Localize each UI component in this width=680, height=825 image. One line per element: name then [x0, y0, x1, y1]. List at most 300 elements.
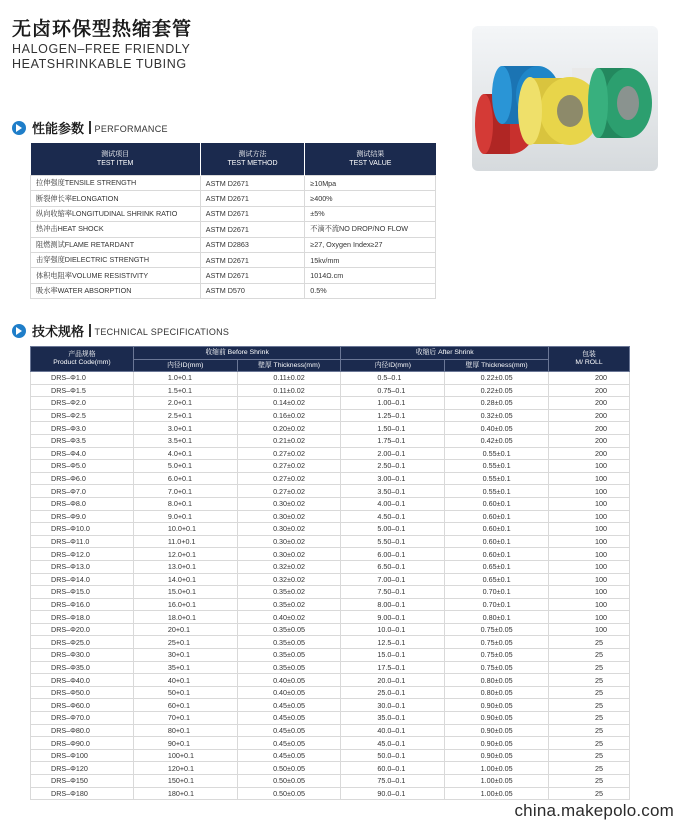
- table-cell: 2.50–0.1: [341, 460, 445, 473]
- table-cell: DRS–Φ70.0: [31, 712, 134, 725]
- performance-title-cn: 性能参数: [32, 122, 85, 137]
- header-cn: 产品规格: [68, 351, 96, 358]
- table-cell: 0.45±0.05: [237, 712, 341, 725]
- table-cell: 100: [549, 523, 630, 536]
- table-cell: 0.22±0.05: [445, 384, 549, 397]
- table-cell: 35.0–0.1: [341, 712, 445, 725]
- header-product-code: [31, 347, 134, 372]
- table-cell: 4.0+0.1: [133, 447, 237, 460]
- table-cell: 0.80±0.1: [445, 611, 549, 624]
- table-cell: 180+0.1: [133, 787, 237, 800]
- table-cell: 0.11±0.02: [237, 372, 341, 385]
- table-row: [31, 472, 630, 485]
- table-cell: 13.0+0.1: [133, 560, 237, 573]
- table-cell: 0.55±0.1: [445, 447, 549, 460]
- table-cell: 8.00–0.1: [341, 598, 445, 611]
- table-cell: DRS–Φ14.0: [31, 573, 134, 586]
- table-cell: 5.0+0.1: [133, 460, 237, 473]
- table-row: [31, 206, 436, 221]
- table-cell: 2.5+0.1: [133, 409, 237, 422]
- table-row: [31, 372, 630, 385]
- performance-title-en: PERFORMANCE: [94, 123, 168, 134]
- table-cell: 4.50–0.1: [341, 510, 445, 523]
- table-cell: 100: [549, 472, 630, 485]
- table-row: [31, 749, 630, 762]
- table-cell: 15kv/mm: [305, 252, 436, 267]
- table-cell: 1.50–0.1: [341, 422, 445, 435]
- performance-heading: [12, 118, 168, 137]
- table-cell: 60.0–0.1: [341, 762, 445, 775]
- table-row: [31, 252, 436, 267]
- performance-header-row: [31, 143, 436, 176]
- table-cell: 1.0+0.1: [133, 372, 237, 385]
- table-cell: ≥10Mpa: [305, 176, 436, 191]
- table-cell: 1.00±0.05: [445, 775, 549, 788]
- table-cell: 100: [549, 598, 630, 611]
- table-cell: 5.50–0.1: [341, 535, 445, 548]
- table-cell: 0.40±0.05: [237, 674, 341, 687]
- table-cell: 10.0+0.1: [133, 523, 237, 536]
- header-after-shrink: 收缩后 After Shrink: [341, 347, 549, 360]
- table-cell: 200: [549, 397, 630, 410]
- table-cell: DRS–Φ18.0: [31, 611, 134, 624]
- table-cell: 0.60±0.1: [445, 523, 549, 536]
- header-cn: 测试方法: [238, 151, 267, 158]
- table-cell: 0.5–0.1: [341, 372, 445, 385]
- table-cell: 7.0+0.1: [133, 485, 237, 498]
- title-en-line1: HALOGEN–FREE FRIENDLY: [12, 42, 191, 56]
- table-cell: 25: [549, 686, 630, 699]
- table-cell: 0.28±0.05: [445, 397, 549, 410]
- table-cell: 1014Ω.cm: [305, 268, 436, 283]
- table-cell: 200: [549, 409, 630, 422]
- table-cell: 0.80±0.05: [445, 686, 549, 699]
- header-en: TEST METHOD: [227, 160, 278, 167]
- table-row: [31, 409, 630, 422]
- table-cell: 不滴不流NO DROP/NO FLOW: [305, 222, 436, 237]
- subheader-before-id: 内径ID(mm): [133, 360, 237, 372]
- watermark: china.makepolo.com: [514, 801, 674, 820]
- table-cell: DRS–Φ3.5: [31, 434, 134, 447]
- table-cell: ±5%: [305, 206, 436, 221]
- header-en: Product Code(mm): [53, 359, 111, 366]
- table-cell: ASTM D2671: [200, 206, 304, 221]
- table-row: [31, 548, 630, 561]
- table-cell: DRS–Φ9.0: [31, 510, 134, 523]
- table-cell: 0.27±0.02: [237, 460, 341, 473]
- header-cn: 包装: [582, 351, 596, 358]
- table-cell: 0.35±0.02: [237, 598, 341, 611]
- table-row: [31, 661, 630, 674]
- page-title-cn: 无卤环保型热缩套管: [12, 18, 193, 40]
- table-cell: 0.75±0.05: [445, 661, 549, 674]
- table-cell: ASTM D2671: [200, 176, 304, 191]
- table-cell: 3.00–0.1: [341, 472, 445, 485]
- arrow-bullet-icon: [12, 324, 26, 338]
- table-cell: DRS–Φ1.0: [31, 372, 134, 385]
- table-row: [31, 712, 630, 725]
- table-cell: 0.60±0.1: [445, 548, 549, 561]
- header-en: TEST ITEM: [96, 160, 134, 167]
- table-row: [31, 787, 630, 800]
- table-cell: DRS–Φ7.0: [31, 485, 134, 498]
- header-test-item: [31, 143, 201, 176]
- table-cell: 0.14±0.02: [237, 397, 341, 410]
- table-cell: 0.35±0.05: [237, 623, 341, 636]
- table-cell: 90.0–0.1: [341, 787, 445, 800]
- table-cell: 0.60±0.1: [445, 497, 549, 510]
- table-cell: 35+0.1: [133, 661, 237, 674]
- table-cell: 100: [549, 560, 630, 573]
- table-cell: DRS–Φ6.0: [31, 472, 134, 485]
- table-cell: 6.00–0.1: [341, 548, 445, 561]
- table-cell: ASTM D2863: [200, 237, 304, 252]
- table-cell: 4.00–0.1: [341, 497, 445, 510]
- table-row: [31, 623, 630, 636]
- table-cell: 25: [549, 787, 630, 800]
- table-cell: 0.70±0.1: [445, 598, 549, 611]
- performance-table: [30, 143, 436, 299]
- subheader-before-thickness: 壁厚 Thickness(mm): [237, 360, 341, 372]
- table-cell: 30.0–0.1: [341, 699, 445, 712]
- table-cell: 体积电阻率VOLUME RESISTIVITY: [31, 268, 201, 283]
- table-cell: 100: [549, 573, 630, 586]
- table-cell: DRS–Φ1.5: [31, 384, 134, 397]
- table-cell: 100: [549, 623, 630, 636]
- table-cell: 100: [549, 548, 630, 561]
- table-cell: 1.75–0.1: [341, 434, 445, 447]
- table-row: [31, 636, 630, 649]
- table-cell: 90+0.1: [133, 737, 237, 750]
- table-cell: 0.50±0.05: [237, 787, 341, 800]
- table-cell: 200: [549, 422, 630, 435]
- header-before-shrink: 收缩前 Before Shrink: [133, 347, 341, 360]
- table-cell: 0.30±0.02: [237, 510, 341, 523]
- table-row: [31, 611, 630, 624]
- table-cell: 0.50±0.05: [237, 775, 341, 788]
- table-cell: 热冲击HEAT SHOCK: [31, 222, 201, 237]
- specifications-heading: [12, 321, 229, 340]
- table-cell: 0.21±0.02: [237, 434, 341, 447]
- specifications-title-en: TECHNICAL SPECIFICATIONS: [94, 326, 230, 337]
- table-row: [31, 497, 630, 510]
- table-cell: 0.32±0.05: [445, 409, 549, 422]
- table-cell: 30+0.1: [133, 649, 237, 662]
- table-row: [31, 176, 436, 191]
- table-cell: 12.0+0.1: [133, 548, 237, 561]
- table-cell: 0.75±0.05: [445, 649, 549, 662]
- product-photo: [472, 26, 658, 171]
- table-cell: 200: [549, 372, 630, 385]
- table-cell: 纵向收缩率LONGITUDINAL SHRINK RATIO: [31, 206, 201, 221]
- table-cell: DRS–Φ3.0: [31, 422, 134, 435]
- header-packing: [549, 347, 630, 372]
- table-cell: 15.0–0.1: [341, 649, 445, 662]
- table-cell: 2.00–0.1: [341, 447, 445, 460]
- table-cell: 0.32±0.02: [237, 560, 341, 573]
- table-cell: 0.27±0.02: [237, 485, 341, 498]
- table-cell: DRS–Φ2.0: [31, 397, 134, 410]
- table-cell: 16.0+0.1: [133, 598, 237, 611]
- table-cell: DRS–Φ60.0: [31, 699, 134, 712]
- table-row: [31, 649, 630, 662]
- table-cell: 0.35±0.05: [237, 661, 341, 674]
- table-cell: 5.00–0.1: [341, 523, 445, 536]
- table-cell: 0.40±0.05: [237, 686, 341, 699]
- table-cell: 6.50–0.1: [341, 560, 445, 573]
- table-row: [31, 573, 630, 586]
- table-cell: 10.0–0.1: [341, 623, 445, 636]
- table-cell: 9.0+0.1: [133, 510, 237, 523]
- table-cell: 0.65±0.1: [445, 560, 549, 573]
- table-cell: 0.20±0.02: [237, 422, 341, 435]
- table-cell: 70+0.1: [133, 712, 237, 725]
- table-cell: DRS–Φ100: [31, 749, 134, 762]
- table-cell: 0.27±0.02: [237, 447, 341, 460]
- table-cell: 0.40±0.05: [445, 422, 549, 435]
- subheader-after-thickness: 壁厚 Thickness(mm): [445, 360, 549, 372]
- table-cell: 75.0–0.1: [341, 775, 445, 788]
- table-cell: ASTM D2671: [200, 268, 304, 283]
- table-row: [31, 510, 630, 523]
- table-cell: 25: [549, 749, 630, 762]
- table-cell: DRS–Φ13.0: [31, 560, 134, 573]
- table-cell: DRS–Φ8.0: [31, 497, 134, 510]
- arrow-bullet-icon: [12, 121, 26, 135]
- table-row: [31, 268, 436, 283]
- table-cell: 0.90±0.05: [445, 712, 549, 725]
- table-cell: 0.45±0.05: [237, 699, 341, 712]
- table-cell: DRS–Φ35.0: [31, 661, 134, 674]
- table-cell: 1.00–0.1: [341, 397, 445, 410]
- divider: [89, 121, 91, 134]
- table-cell: 断裂伸长率ELONGATION: [31, 191, 201, 206]
- table-cell: 3.5+0.1: [133, 434, 237, 447]
- table-cell: 25: [549, 775, 630, 788]
- header-cn: 测试结果: [356, 151, 385, 158]
- table-cell: 3.50–0.1: [341, 485, 445, 498]
- table-cell: 0.45±0.05: [237, 737, 341, 750]
- specifications-table: [30, 346, 630, 800]
- table-cell: 25: [549, 674, 630, 687]
- header-test-method: [200, 143, 304, 176]
- table-cell: 25: [549, 724, 630, 737]
- table-cell: 25: [549, 712, 630, 725]
- header-cn: 测试项目: [101, 151, 130, 158]
- table-cell: 7.50–0.1: [341, 586, 445, 599]
- table-cell: 200: [549, 447, 630, 460]
- table-cell: 20+0.1: [133, 623, 237, 636]
- table-cell: 0.45±0.05: [237, 724, 341, 737]
- table-cell: 25: [549, 636, 630, 649]
- table-cell: 100: [549, 485, 630, 498]
- table-row: [31, 775, 630, 788]
- table-cell: 0.70±0.1: [445, 586, 549, 599]
- table-row: [31, 724, 630, 737]
- table-row: [31, 397, 630, 410]
- table-cell: DRS–Φ4.0: [31, 447, 134, 460]
- table-cell: 0.30±0.02: [237, 548, 341, 561]
- table-cell: 0.5%: [305, 283, 436, 298]
- table-cell: DRS–Φ150: [31, 775, 134, 788]
- table-cell: 40.0–0.1: [341, 724, 445, 737]
- table-cell: 45.0–0.1: [341, 737, 445, 750]
- table-cell: DRS–Φ80.0: [31, 724, 134, 737]
- table-cell: DRS–Φ16.0: [31, 598, 134, 611]
- table-cell: 0.35±0.05: [237, 636, 341, 649]
- title-en-line2: HEATSHRINKABLE TUBING: [12, 57, 187, 71]
- table-cell: 100+0.1: [133, 749, 237, 762]
- table-cell: 0.90±0.05: [445, 699, 549, 712]
- table-row: [31, 283, 436, 298]
- table-cell: 100: [549, 611, 630, 624]
- table-cell: DRS–Φ90.0: [31, 737, 134, 750]
- table-cell: 7.00–0.1: [341, 573, 445, 586]
- table-cell: 80+0.1: [133, 724, 237, 737]
- table-cell: 25: [549, 737, 630, 750]
- table-cell: 3.0+0.1: [133, 422, 237, 435]
- table-cell: 11.0+0.1: [133, 535, 237, 548]
- table-cell: 0.55±0.1: [445, 460, 549, 473]
- table-cell: 阻燃测试FLAME RETARDANT: [31, 237, 201, 252]
- table-cell: 0.60±0.1: [445, 535, 549, 548]
- table-cell: DRS–Φ180: [31, 787, 134, 800]
- table-cell: DRS–Φ120: [31, 762, 134, 775]
- table-cell: DRS–Φ20.0: [31, 623, 134, 636]
- table-row: [31, 222, 436, 237]
- table-row: [31, 384, 630, 397]
- tubing-rolls-image: [472, 26, 658, 171]
- table-cell: DRS–Φ5.0: [31, 460, 134, 473]
- table-cell: 15.0+0.1: [133, 586, 237, 599]
- table-cell: 60+0.1: [133, 699, 237, 712]
- table-cell: 0.90±0.05: [445, 749, 549, 762]
- subheader-after-id: 内径ID(mm): [341, 360, 445, 372]
- table-cell: 25: [549, 699, 630, 712]
- table-cell: DRS–Φ15.0: [31, 586, 134, 599]
- table-cell: 20.0–0.1: [341, 674, 445, 687]
- table-cell: 0.75±0.05: [445, 623, 549, 636]
- table-cell: 100: [549, 510, 630, 523]
- table-cell: 0.40±0.02: [237, 611, 341, 624]
- table-cell: 200: [549, 434, 630, 447]
- table-cell: 吸水率WATER ABSORPTION: [31, 283, 201, 298]
- table-row: [31, 686, 630, 699]
- header-test-value: [305, 143, 436, 176]
- table-cell: ≥400%: [305, 191, 436, 206]
- header-en: TEST VALUE: [349, 160, 392, 167]
- header-en: M/ ROLL: [575, 359, 603, 366]
- table-cell: 100: [549, 460, 630, 473]
- table-cell: 0.16±0.02: [237, 409, 341, 422]
- table-row: [31, 560, 630, 573]
- table-cell: 0.32±0.02: [237, 573, 341, 586]
- table-row: [31, 434, 630, 447]
- table-cell: DRS–Φ2.5: [31, 409, 134, 422]
- table-cell: 2.0+0.1: [133, 397, 237, 410]
- table-cell: ASTM D570: [200, 283, 304, 298]
- table-cell: 0.75±0.05: [445, 636, 549, 649]
- table-cell: 0.30±0.02: [237, 523, 341, 536]
- table-cell: 0.55±0.1: [445, 485, 549, 498]
- table-cell: 0.55±0.1: [445, 472, 549, 485]
- table-cell: 17.5–0.1: [341, 661, 445, 674]
- table-row: [31, 598, 630, 611]
- table-cell: 25: [549, 661, 630, 674]
- table-cell: 0.22±0.05: [445, 372, 549, 385]
- table-cell: 0.45±0.05: [237, 749, 341, 762]
- table-cell: 25.0–0.1: [341, 686, 445, 699]
- table-row: [31, 762, 630, 775]
- table-cell: 0.50±0.05: [237, 762, 341, 775]
- table-cell: 0.30±0.02: [237, 497, 341, 510]
- table-cell: 击穿强度DIELECTRIC STRENGTH: [31, 252, 201, 267]
- table-cell: 100: [549, 497, 630, 510]
- table-cell: 1.25–0.1: [341, 409, 445, 422]
- table-cell: 25: [549, 649, 630, 662]
- table-cell: DRS–Φ12.0: [31, 548, 134, 561]
- spec-header-row: [31, 347, 630, 360]
- table-cell: 12.5–0.1: [341, 636, 445, 649]
- table-row: [31, 447, 630, 460]
- table-cell: DRS–Φ10.0: [31, 523, 134, 536]
- table-cell: 拉伸强度TENSILE STRENGTH: [31, 176, 201, 191]
- table-cell: 0.30±0.02: [237, 535, 341, 548]
- page-title-en: [12, 42, 190, 72]
- table-row: [31, 191, 436, 206]
- table-row: [31, 535, 630, 548]
- table-row: [31, 586, 630, 599]
- table-cell: 18.0+0.1: [133, 611, 237, 624]
- table-row: [31, 237, 436, 252]
- table-cell: 50+0.1: [133, 686, 237, 699]
- divider: [89, 324, 91, 337]
- table-cell: 0.80±0.05: [445, 674, 549, 687]
- table-cell: DRS–Φ40.0: [31, 674, 134, 687]
- table-row: [31, 674, 630, 687]
- table-cell: ASTM D2671: [200, 252, 304, 267]
- table-cell: 120+0.1: [133, 762, 237, 775]
- table-cell: ASTM D2671: [200, 191, 304, 206]
- table-cell: 0.90±0.05: [445, 737, 549, 750]
- table-cell: DRS–Φ25.0: [31, 636, 134, 649]
- table-cell: 50.0–0.1: [341, 749, 445, 762]
- table-row: [31, 422, 630, 435]
- table-cell: 150+0.1: [133, 775, 237, 788]
- table-cell: DRS–Φ50.0: [31, 686, 134, 699]
- table-cell: 6.0+0.1: [133, 472, 237, 485]
- table-cell: 25+0.1: [133, 636, 237, 649]
- table-cell: DRS–Φ30.0: [31, 649, 134, 662]
- table-cell: 0.35±0.02: [237, 586, 341, 599]
- table-cell: 1.00±0.05: [445, 787, 549, 800]
- table-cell: DRS–Φ11.0: [31, 535, 134, 548]
- table-row: [31, 485, 630, 498]
- table-cell: 1.5+0.1: [133, 384, 237, 397]
- table-cell: 0.60±0.1: [445, 510, 549, 523]
- table-row: [31, 737, 630, 750]
- table-cell: 0.90±0.05: [445, 724, 549, 737]
- table-cell: 0.65±0.1: [445, 573, 549, 586]
- table-row: [31, 523, 630, 536]
- table-cell: 40+0.1: [133, 674, 237, 687]
- table-cell: 14.0+0.1: [133, 573, 237, 586]
- table-cell: ≥27, Oxygen Index≥27: [305, 237, 436, 252]
- table-cell: 100: [549, 535, 630, 548]
- table-cell: 0.27±0.02: [237, 472, 341, 485]
- table-cell: 0.11±0.02: [237, 384, 341, 397]
- table-cell: 25: [549, 762, 630, 775]
